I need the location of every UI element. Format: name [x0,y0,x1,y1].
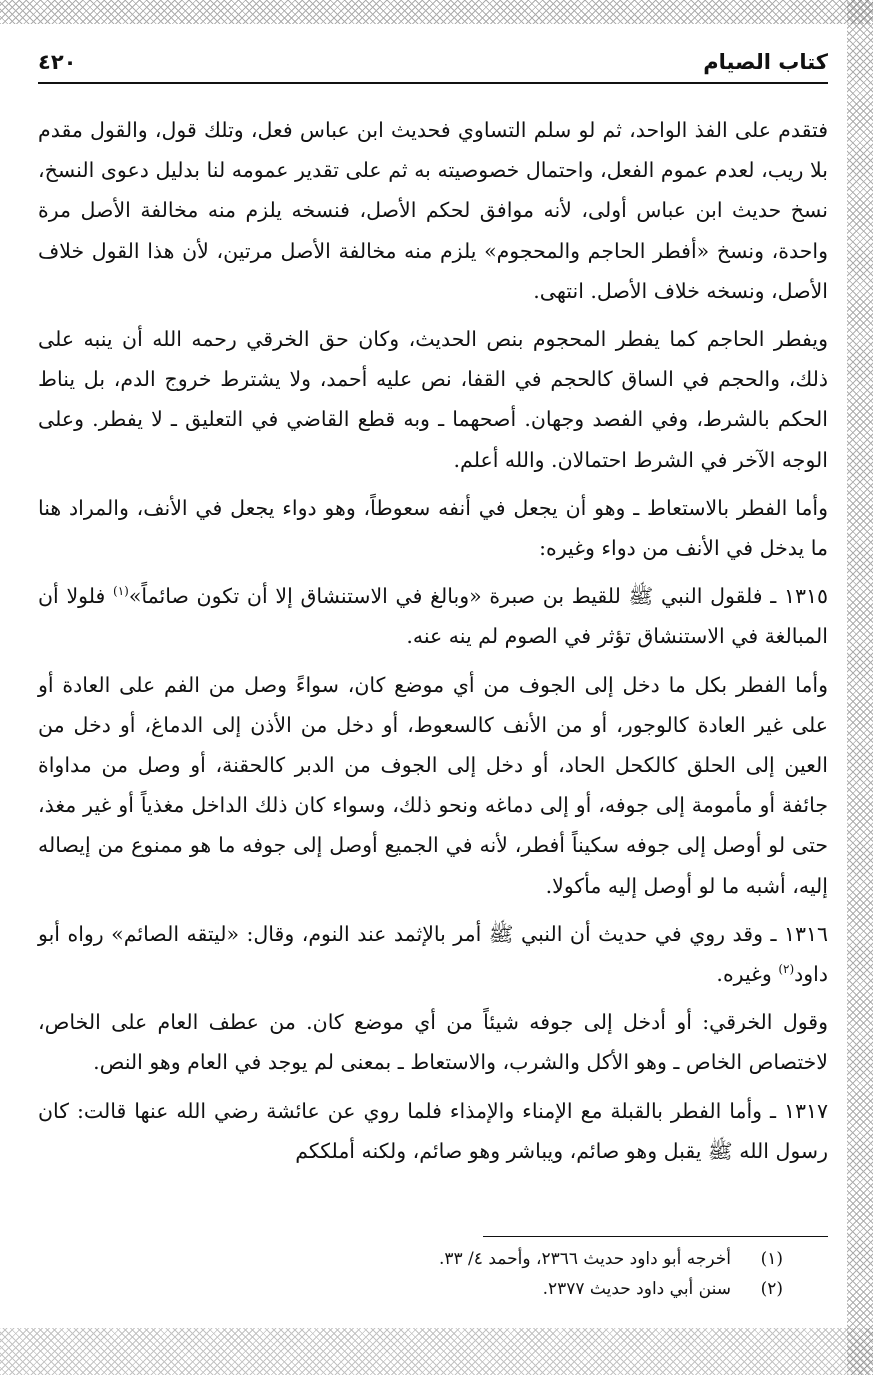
page-number: ٤٢٠ [38,50,77,74]
paragraph-text: فلولا أن المبالغة في الاستنشاق تؤثر في الصوم لم ينه عنه. [38,584,828,649]
paragraph: وقول الخرقي: أو أدخل إلى جوفه شيئاً من أي موضع كان. من عطف العام على الخاص، لاختصاص الخاص ـ وهو الأكل والشرب، والاستعاط ـ بمعنى لم يوجد في العام وهو النص. [38,1010,828,1075]
footnote-item [38,1244,783,1274]
paragraph-hadith-1317: ١٣١٧ ـ وأما الفطر بالقبلة مع الإمناء والإمذاء فلما روي عن عائشة رضي الله عنها قالت: كان رسول الله ﷺ يقبل وهو صائم، ويباشر وهو صائم، ولكنه أملككم [38,1098,828,1163]
decorative-border-bottom [0,1328,873,1375]
footnote-item [38,1274,783,1304]
paragraph: وأما الفطر بكل ما دخل إلى الجوف من أي موضع كان، سواءً وصل من الفم على العادة أو على غير العادة كالوجور، أو من الأنف كالسعوط، أو دخل من الأذن إلى الدماغ، أو دخل من العين إلى الحلق كالكحل الحاد، أو دخل إلى الجوف من الدبر كالحقنة، أو وصل من مداواة جائفة أو مأمومة إلى جوفه، أو إلى دماغه ونحو ذلك، وسواء كان ذلك الداخل مغذياً أو غير مغذ، حتى لو أوصل إلى جوفه سكيناً أفطر، لأنه في الجميع أوصل إلى جوفه ما هو ممنوع من إيصاله إليه، أشبه ما لو أوصل إليه مأكولا. [38,672,828,898]
paragraph-text: ١٣١٦ ـ وقد روي في حديث أن النبي ﷺ أمر بالإثمد عند النوم، وقال: «ليتقه الصائم» رواه أبو داود [38,921,828,987]
running-title: كتاب الصيام [703,50,828,74]
footnote-ref-2: (٢) [778,962,795,977]
footnote-rule [483,1236,828,1237]
main-text [38,110,828,1179]
paragraph: ويفطر الحاجم كما يفطر المحجوم بنص الحديث، وكان حق الخرقي رحمه الله أن ينبه على ذلك، والحجم في الساق كالحجم في القفا، نص عليه أحمد، ولا يشترط خروج الدم، بل يناط الحكم بالشرط، وفي الفصد وجهان. أصحهما ـ وبه قطع القاضي في التعليق ـ لا يفطر. وعلى الوجه الآخر في الشرط احتمالان. والله أعلم. [38,327,828,472]
header-rule [38,82,828,84]
page-header [38,40,828,84]
footnote-text: سنن أبي داود حديث ٢٣٧٧. [542,1279,731,1299]
paragraph: فتقدم على الفذ الواحد، ثم لو سلم التساوي فحديث ابن عباس فعل، وتلك قول، والقول مقدم بلا ريب، لعدم عموم الفعل، واحتمال خصوصيته به ثم على تقدير عمومه لنا بدليل دعوى النسخ، نسخ حديث ابن عباس أولى، لأنه موافق لحكم الأصل، فنسخه يلزم منه مخالفة الأصل مرة واحدة، ونسخ «أفطر الحاجم والمحجوم» يلزم منه مخالفة الأصل مرتين، لأن هذا القول خلاف الأصل، ونسخه خلاف الأصل. انتهى. [38,118,828,303]
footnote-ref-1: (١) [113,584,129,599]
footnote-text: أخرجه أبو داود حديث ٢٣٦٦، وأحمد ٤/ ٣٣. [438,1249,731,1269]
paragraph-hadith-1316 [38,914,828,994]
footnotes [38,1244,783,1304]
paragraph-text: ١٣١٥ ـ فلقول النبي ﷺ للقيط بن صبرة «وبالغ في الاستنشاق إلا أن تكون صائماً» [128,584,828,609]
paragraph-text: وغيره. [716,962,779,987]
decorative-border-top [0,0,873,24]
paragraph-hadith-1315 [38,576,828,656]
footnote-number: (١) [760,1249,783,1269]
paragraph: وأما الفطر بالاستعاط ـ وهو أن يجعل في أنفه سعوطاً، وهو دواء يجعل في الأنف، والمراد هنا ما يدخل في الأنف من دواء وغيره: [38,495,828,561]
decorative-border-right [847,0,873,1375]
footnote-number: (٢) [760,1279,783,1299]
